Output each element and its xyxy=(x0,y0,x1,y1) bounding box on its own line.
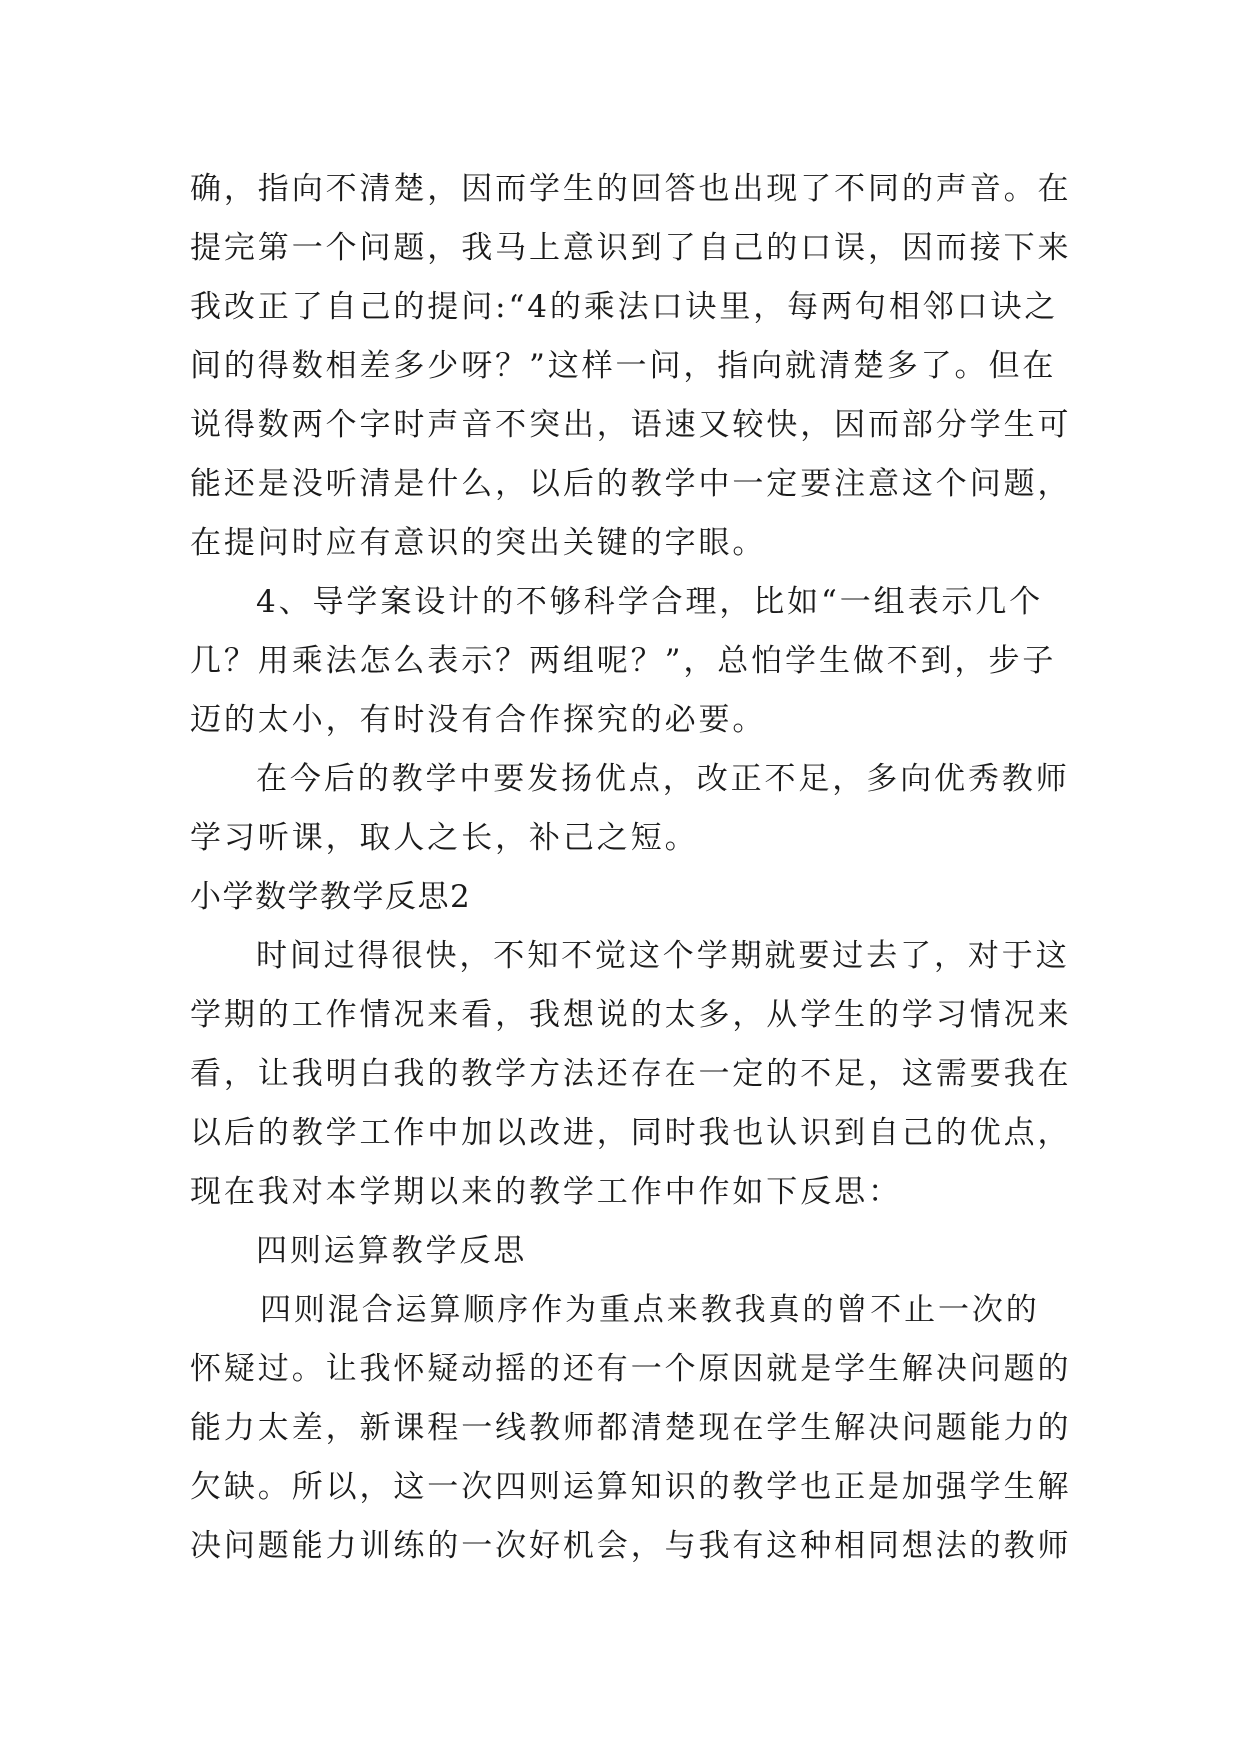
text-line: 几？用乘法怎么表示？两组呢？”，总怕学生做不到，步子 xyxy=(190,643,1057,679)
text-line: 欠缺。所以，这一次四则运算知识的教学也正是加强学生解 xyxy=(190,1469,1072,1505)
paragraph-start-line: 四则混合运算顺序作为重点来教我真的曾不止一次的 xyxy=(260,1292,1040,1328)
text-line: 学期的工作情况来看，我想说的太多，从学生的学习情况来 xyxy=(190,997,1072,1033)
paragraph-start-line: 时间过得很快，不知不觉这个学期就要过去了，对于这 xyxy=(256,938,1070,974)
paragraph-start-line: 在今后的教学中要发扬优点，改正不足，多向优秀教师 xyxy=(256,761,1070,797)
text-line: 怀疑过。让我怀疑动摇的还有一个原因就是学生解决问题的 xyxy=(190,1351,1072,1387)
text-line: 能还是没听清是什么，以后的教学中一定要注意这个问题， xyxy=(190,466,1072,502)
text-line: 以后的教学工作中加以改进，同时我也认识到自己的优点， xyxy=(190,1115,1072,1151)
text-line: 决问题能力训练的一次好机会，与我有这种相同想法的教师 xyxy=(190,1528,1072,1564)
section-heading: 小学数学教学反思2 xyxy=(190,879,472,915)
text-line: 迈的太小，有时没有合作探究的必要。 xyxy=(190,702,767,738)
text-line: 间的得数相差多少呀？”这样一问，指向就清楚多了。但在 xyxy=(190,348,1057,384)
text-line: 学习听课，取人之长，补己之短。 xyxy=(190,820,699,856)
text-line: 提完第一个问题，我马上意识到了自己的口误，因而接下来 xyxy=(190,230,1072,266)
text-line: 说得数两个字时声音不突出，语速又较快，因而部分学生可 xyxy=(190,407,1072,443)
text-line: 看，让我明白我的教学方法还存在一定的不足，这需要我在 xyxy=(190,1056,1072,1092)
text-line: 确，指向不清楚，因而学生的回答也出现了不同的声音。在 xyxy=(190,171,1072,207)
text-line: 能力太差，新课程一线教师都清楚现在学生解决问题能力的 xyxy=(190,1410,1072,1446)
text-line: 在提问时应有意识的突出关键的字眼。 xyxy=(190,525,767,561)
paragraph-start-line: 4、导学案设计的不够科学合理，比如“一组表示几个 xyxy=(256,584,1044,620)
subheading-line: 四则运算教学反思 xyxy=(256,1233,528,1269)
document-body xyxy=(190,160,1070,1576)
text-line: 现在我对本学期以来的教学工作中作如下反思： xyxy=(190,1174,902,1210)
text-line: 我改正了自己的提问:“4的乘法口诀里，每两句相邻口诀之 xyxy=(190,289,1059,325)
